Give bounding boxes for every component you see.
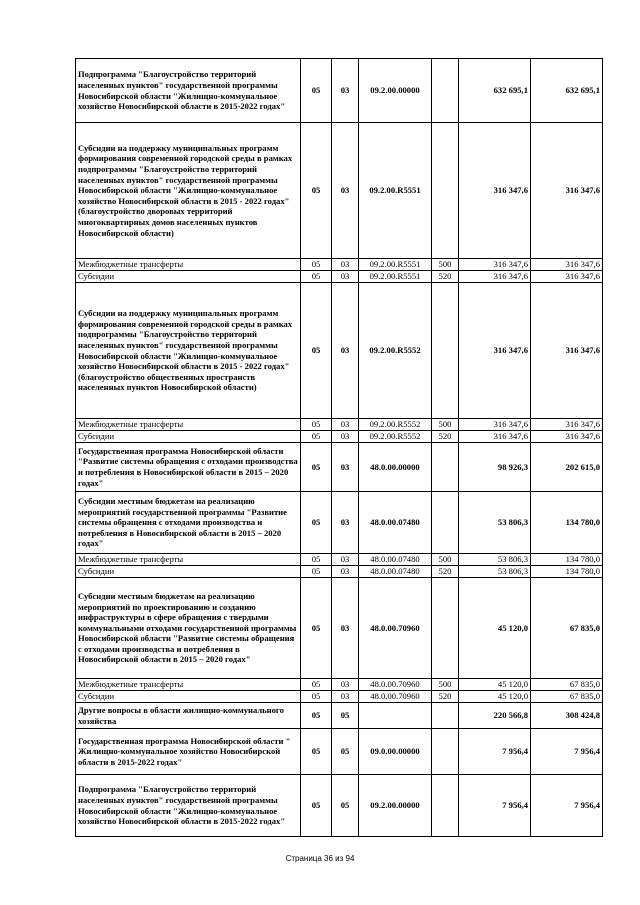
amount-year1-cell: 45 120,0: [459, 578, 531, 679]
amount-year2-cell: 7 956,4: [531, 729, 603, 775]
expense-type-cell: [432, 59, 459, 123]
section-code-cell: 05: [301, 729, 332, 775]
table-row: [76, 419, 603, 431]
table-row: [76, 566, 603, 578]
row-name-cell: Субсидии: [76, 691, 301, 703]
row-name-cell: Субсидии: [76, 271, 301, 283]
row-name-cell: Субсидии на поддержку муниципальных программ формирования современной городской среды в рамках подпрограммы "Благоустройство территорий населенных пунктов" государственной программы Новосибирской области "Жилищно-коммунальное хозяйство Новосибирской области в 2015 - 2022 годах" (благоустройство общественных пространств населенных пунктов Новосибирской области): [76, 283, 301, 419]
target-article-cell: 09.2.00.R5552: [359, 419, 432, 431]
subsection-code-cell: 05: [332, 729, 359, 775]
expense-type-cell: [432, 578, 459, 679]
expense-type-cell: [432, 729, 459, 775]
target-article-cell: 09.2.00.00000: [359, 59, 432, 123]
table-row: [76, 679, 603, 691]
expense-type-cell: [432, 283, 459, 419]
budget-table: [75, 58, 603, 837]
target-article-cell: 09.2.00.00000: [359, 775, 432, 837]
amount-year1-cell: 316 347,6: [459, 283, 531, 419]
row-name-cell: Межбюджетные трансферты: [76, 259, 301, 271]
section-code-cell: 05: [301, 283, 332, 419]
subsection-code-cell: 03: [332, 271, 359, 283]
row-name-cell: Государственная программа Новосибирской области " Жилищно-коммунальное хозяйство Новосибирской области в 2015-2022 годах": [76, 729, 301, 775]
section-code-cell: 05: [301, 259, 332, 271]
amount-year1-cell: 220 566,8: [459, 703, 531, 729]
section-code-cell: 05: [301, 59, 332, 123]
amount-year2-cell: 308 424,8: [531, 703, 603, 729]
amount-year2-cell: 67 835,0: [531, 679, 603, 691]
subsection-code-cell: 03: [332, 123, 359, 259]
subsection-code-cell: 03: [332, 283, 359, 419]
expense-type-cell: 520: [432, 691, 459, 703]
target-article-cell: 48.0.00.07480: [359, 566, 432, 578]
row-name-cell: Субсидии местным бюджетам на реализацию мероприятий государственной программы "Развитие системы обращения с отходами производства и потребления в Новосибирской области в 2015 – 2020 годах": [76, 492, 301, 554]
table-row: [76, 431, 603, 443]
row-name-cell: Межбюджетные трансферты: [76, 554, 301, 566]
row-name-cell: Межбюджетные трансферты: [76, 679, 301, 691]
expense-type-cell: [432, 703, 459, 729]
target-article-cell: 48.0.00.07480: [359, 492, 432, 554]
table-row: [76, 271, 603, 283]
table-row: [76, 729, 603, 775]
target-article-cell: 48.0.00.70960: [359, 691, 432, 703]
expense-type-cell: 500: [432, 554, 459, 566]
subsection-code-cell: 03: [332, 59, 359, 123]
expense-type-cell: [432, 443, 459, 492]
amount-year2-cell: 316 347,6: [531, 431, 603, 443]
table-row: [76, 443, 603, 492]
amount-year1-cell: 316 347,6: [459, 123, 531, 259]
expense-type-cell: 500: [432, 419, 459, 431]
row-name-cell: Субсидии на поддержку муниципальных программ формирования современной городской среды в рамках подпрограммы "Благоустройство территорий населенных пунктов" государственной программы Новосибирской области "Жилищно-коммунальное хозяйство Новосибирской области в 2015 - 2022 годах" (благоустройство дворовых территорий многоквартирных домов населенных пунктов Новосибирской области): [76, 123, 301, 259]
amount-year1-cell: 316 347,6: [459, 419, 531, 431]
subsection-code-cell: 03: [332, 554, 359, 566]
table-row: [76, 283, 603, 419]
expense-type-cell: 520: [432, 431, 459, 443]
table-row: [76, 123, 603, 259]
amount-year2-cell: 316 347,6: [531, 271, 603, 283]
amount-year2-cell: 7 956,4: [531, 775, 603, 837]
section-code-cell: 05: [301, 578, 332, 679]
section-code-cell: 05: [301, 271, 332, 283]
amount-year2-cell: 67 835,0: [531, 691, 603, 703]
amount-year1-cell: 7 956,4: [459, 729, 531, 775]
subsection-code-cell: 03: [332, 578, 359, 679]
row-name-cell: Субсидии: [76, 566, 301, 578]
row-name-cell: Другие вопросы в области жилищно-коммунального хозяйства: [76, 703, 301, 729]
table-row: [76, 703, 603, 729]
expense-type-cell: 520: [432, 271, 459, 283]
expense-type-cell: 500: [432, 679, 459, 691]
table-row: [76, 775, 603, 837]
amount-year2-cell: 202 615,0: [531, 443, 603, 492]
target-article-cell: 09.2.00.R5552: [359, 283, 432, 419]
section-code-cell: 05: [301, 775, 332, 837]
subsection-code-cell: 03: [332, 492, 359, 554]
expense-type-cell: 500: [432, 259, 459, 271]
amount-year2-cell: 632 695,1: [531, 59, 603, 123]
target-article-cell: 09.2.00.R5551: [359, 123, 432, 259]
subsection-code-cell: 03: [332, 431, 359, 443]
row-name-cell: Подпрограмма "Благоустройство территорий населенных пунктов" государственной программы Новосибирской области "Жилищно-коммунальное хозяйство Новосибирской области в 2015-2022 годах": [76, 775, 301, 837]
target-article-cell: 09.2.00.R5552: [359, 431, 432, 443]
subsection-code-cell: 05: [332, 703, 359, 729]
target-article-cell: 09.2.00.R5551: [359, 271, 432, 283]
subsection-code-cell: 03: [332, 419, 359, 431]
row-name-cell: Субсидии местным бюджетам на реализацию мероприятий по проектированию и созданию инфраструктуры в сфере обращения с твердыми коммунальными отходами государственной программы Новосибирской области "Развитие системы обращения с отходами производства и потребления в Новосибирской области в 2015 – 2020 годах": [76, 578, 301, 679]
row-name-cell: Подпрограмма "Благоустройство территорий населенных пунктов" государственной программы Новосибирской области "Жилищно-коммунальное хозяйство Новосибирской области в 2015-2022 годах": [76, 59, 301, 123]
row-name-cell: Государственная программа Новосибирской области "Развитие системы обращения с отходами производства и потребления в Новосибирской области в 2015 – 2020 годах": [76, 443, 301, 492]
section-code-cell: 05: [301, 703, 332, 729]
subsection-code-cell: 03: [332, 443, 359, 492]
target-article-cell: [359, 703, 432, 729]
row-name-cell: Межбюджетные трансферты: [76, 419, 301, 431]
section-code-cell: 05: [301, 554, 332, 566]
subsection-code-cell: 05: [332, 775, 359, 837]
amount-year1-cell: 7 956,4: [459, 775, 531, 837]
amount-year1-cell: 316 347,6: [459, 431, 531, 443]
amount-year2-cell: 316 347,6: [531, 259, 603, 271]
amount-year2-cell: 134 780,0: [531, 492, 603, 554]
section-code-cell: 05: [301, 123, 332, 259]
amount-year2-cell: 316 347,6: [531, 123, 603, 259]
section-code-cell: 05: [301, 443, 332, 492]
target-article-cell: 48.0.00.70960: [359, 679, 432, 691]
subsection-code-cell: 03: [332, 566, 359, 578]
row-name-cell: Субсидии: [76, 431, 301, 443]
amount-year1-cell: 53 806,3: [459, 566, 531, 578]
amount-year2-cell: 134 780,0: [531, 566, 603, 578]
amount-year2-cell: 134 780,0: [531, 554, 603, 566]
amount-year1-cell: 316 347,6: [459, 259, 531, 271]
amount-year1-cell: 45 120,0: [459, 691, 531, 703]
expense-type-cell: [432, 775, 459, 837]
section-code-cell: 05: [301, 419, 332, 431]
expense-type-cell: [432, 123, 459, 259]
subsection-code-cell: 03: [332, 691, 359, 703]
target-article-cell: 09.2.00.R5551: [359, 259, 432, 271]
amount-year1-cell: 45 120,0: [459, 679, 531, 691]
target-article-cell: 09.0.00.00000: [359, 729, 432, 775]
amount-year1-cell: 98 926,3: [459, 443, 531, 492]
target-article-cell: 48.0.00.07480: [359, 554, 432, 566]
table-row: [76, 691, 603, 703]
target-article-cell: 48.0.00.70960: [359, 578, 432, 679]
amount-year1-cell: 316 347,6: [459, 271, 531, 283]
table-row: [76, 59, 603, 123]
amount-year1-cell: 53 806,3: [459, 492, 531, 554]
amount-year1-cell: 53 806,3: [459, 554, 531, 566]
table-body: [76, 59, 603, 837]
target-article-cell: 48.0.00.00000: [359, 443, 432, 492]
table-row: [76, 259, 603, 271]
amount-year2-cell: 316 347,6: [531, 419, 603, 431]
page-number: Страница 36 из 94: [285, 854, 355, 863]
subsection-code-cell: 03: [332, 259, 359, 271]
table-row: [76, 492, 603, 554]
section-code-cell: 05: [301, 679, 332, 691]
expense-type-cell: [432, 492, 459, 554]
section-code-cell: 05: [301, 492, 332, 554]
subsection-code-cell: 03: [332, 679, 359, 691]
section-code-cell: 05: [301, 691, 332, 703]
amount-year2-cell: 67 835,0: [531, 578, 603, 679]
section-code-cell: 05: [301, 431, 332, 443]
table-row: [76, 578, 603, 679]
amount-year1-cell: 632 695,1: [459, 59, 531, 123]
section-code-cell: 05: [301, 566, 332, 578]
expense-type-cell: 520: [432, 566, 459, 578]
table-row: [76, 554, 603, 566]
amount-year2-cell: 316 347,6: [531, 283, 603, 419]
